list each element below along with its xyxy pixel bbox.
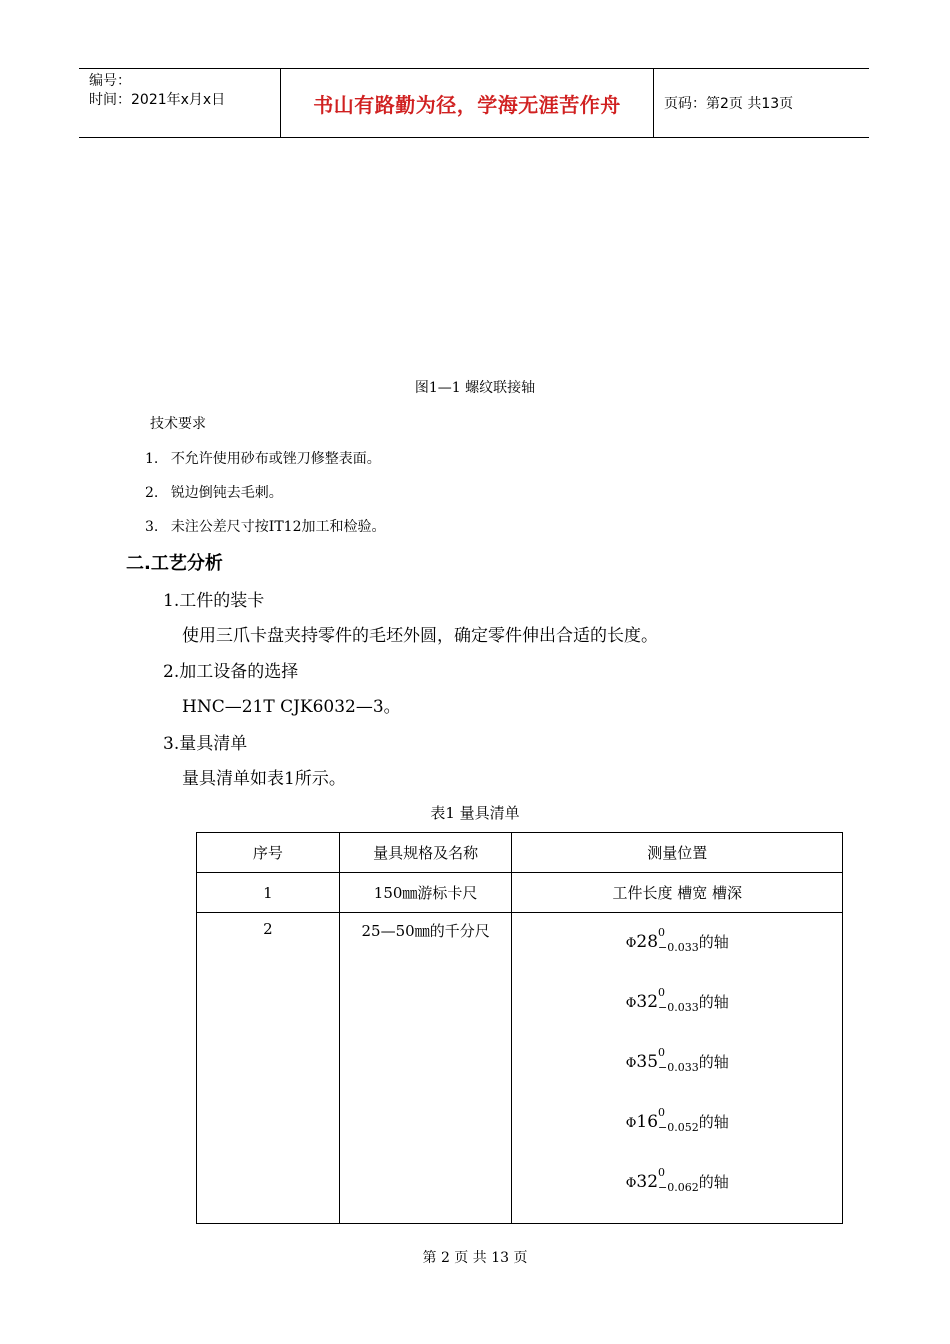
tech-req-text: 锐边倒钝去毛刺。 bbox=[170, 485, 283, 501]
header-divider bbox=[653, 69, 654, 137]
lower-deviation: −0.033 bbox=[658, 1061, 699, 1074]
lower-deviation: −0.033 bbox=[658, 1001, 699, 1014]
spec-suffix: 的轴 bbox=[698, 1113, 729, 1131]
tech-req-item bbox=[145, 516, 386, 536]
tech-req-text: 不允许使用砂布或锉刀修整表面。 bbox=[170, 451, 381, 467]
spec-suffix: 的轴 bbox=[698, 993, 729, 1011]
tech-req-item bbox=[145, 448, 381, 468]
table-cell: 25—50㎜的千分尺 bbox=[339, 913, 512, 1224]
phi-symbol: Φ bbox=[625, 1116, 637, 1131]
tech-req-num: 1. bbox=[145, 451, 159, 467]
lower-deviation: −0.062 bbox=[658, 1181, 699, 1194]
phi-symbol: Φ bbox=[625, 996, 637, 1011]
table-header-row bbox=[197, 833, 843, 873]
upper-deviation: 0 bbox=[658, 926, 666, 939]
diameter: 28 bbox=[636, 932, 659, 952]
shaft-spec bbox=[512, 1043, 842, 1103]
tech-req-num: 2. bbox=[145, 485, 159, 501]
spec-suffix: 的轴 bbox=[698, 1173, 729, 1191]
sub-body: 使用三爪卡盘夹持零件的毛坯外圆，确定零件伸出合适的长度。 bbox=[182, 626, 658, 646]
header-meta bbox=[89, 72, 225, 110]
table-cell: 2 bbox=[197, 913, 340, 1224]
shaft-spec bbox=[512, 983, 842, 1043]
header-page-info: 页码：第2页 共13页 bbox=[664, 96, 794, 112]
spec-suffix: 的轴 bbox=[698, 1053, 729, 1071]
phi-symbol: Φ bbox=[625, 1176, 637, 1191]
table-cell: 工件长度 槽宽 槽深 bbox=[512, 873, 843, 913]
table-cell-specs bbox=[512, 913, 843, 1224]
tech-req-num: 3. bbox=[145, 519, 159, 535]
diameter: 32 bbox=[636, 1172, 659, 1192]
table-caption: 表1 量具清单 bbox=[430, 804, 520, 822]
code-label: 编号： bbox=[89, 73, 131, 89]
lower-deviation: −0.033 bbox=[658, 941, 699, 954]
table-header-cell: 序号 bbox=[197, 833, 340, 873]
tech-req-text: 未注公差尺寸按IT12加工和检验。 bbox=[170, 519, 386, 535]
table-header-cell: 测量位置 bbox=[512, 833, 843, 873]
table-cell: 150㎜游标卡尺 bbox=[339, 873, 512, 913]
phi-symbol: Φ bbox=[625, 1056, 637, 1071]
phi-symbol: Φ bbox=[625, 936, 637, 951]
sub-heading: 1.工件的装卡 bbox=[163, 591, 265, 611]
upper-deviation: 0 bbox=[658, 1046, 666, 1059]
shaft-spec bbox=[512, 1103, 842, 1163]
figure-caption: 图1—1 螺纹联接轴 bbox=[414, 380, 536, 396]
tech-req-item bbox=[145, 482, 283, 502]
diameter: 16 bbox=[636, 1112, 659, 1132]
upper-deviation: 0 bbox=[658, 1166, 666, 1179]
lower-deviation: −0.052 bbox=[658, 1121, 699, 1134]
shaft-spec bbox=[512, 923, 842, 983]
page-footer: 第 2 页 共 13 页 bbox=[422, 1250, 528, 1266]
table-cell: 1 bbox=[197, 873, 340, 913]
table-row bbox=[197, 913, 843, 1224]
shaft-spec bbox=[512, 1163, 842, 1223]
diameter: 32 bbox=[636, 992, 659, 1012]
time-label: 时间：2021年x月x日 bbox=[89, 92, 226, 108]
upper-deviation: 0 bbox=[658, 1106, 666, 1119]
upper-deviation: 0 bbox=[658, 986, 666, 999]
gauge-table bbox=[196, 832, 843, 1224]
tech-req-title: 技术要求 bbox=[150, 416, 206, 432]
spec-list bbox=[512, 913, 842, 1223]
sub-body: 量具清单如表1所示。 bbox=[182, 769, 346, 789]
sub-heading: 2.加工设备的选择 bbox=[163, 662, 299, 682]
sub-heading: 3.量具清单 bbox=[163, 734, 248, 754]
header-motto: 书山有路勤为径，学海无涯苦作舟 bbox=[313, 93, 621, 117]
diameter: 35 bbox=[636, 1052, 659, 1072]
table-header-cell: 量具规格及名称 bbox=[339, 833, 512, 873]
table-row bbox=[197, 873, 843, 913]
spec-suffix: 的轴 bbox=[698, 933, 729, 951]
section-title: 二.工艺分析 bbox=[126, 553, 223, 574]
page-header bbox=[79, 68, 869, 138]
sub-body: HNC—21T CJK6032—3。 bbox=[182, 697, 401, 717]
